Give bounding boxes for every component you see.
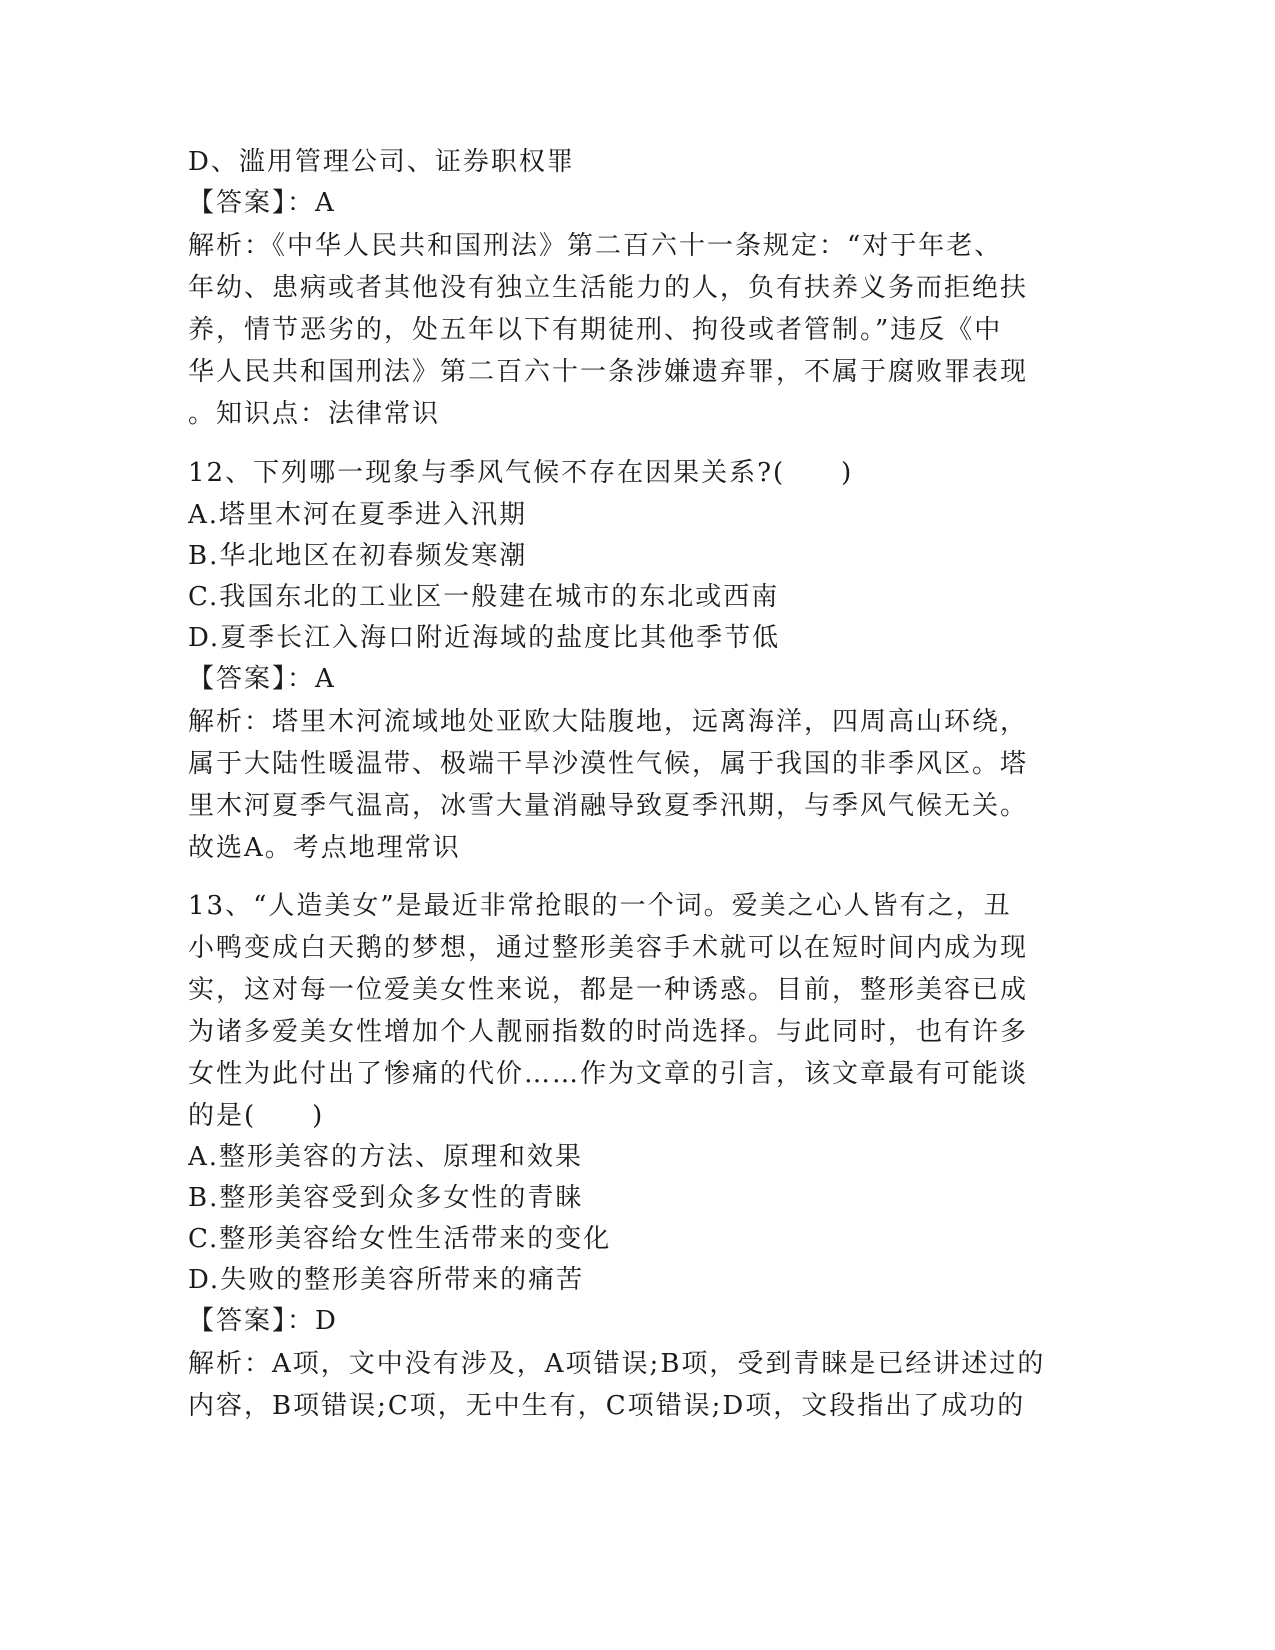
question-12-option-a: A.塔里木河在夏季进入汛期 (188, 500, 528, 530)
question-13-option-b: B.整形美容受到众多女性的青睐 (188, 1183, 584, 1213)
question-12-analysis-line: 解析：塔里木河流域地处亚欧大陆腹地，远离海洋，四周高山环绕， (188, 707, 1029, 737)
question-13-text-line: 小鸭变成白天鹅的梦想，通过整形美容手术就可以在短时间内成为现 (188, 933, 1029, 963)
question-13-analysis-line: 内容，B项错误;C项，无中生有，C项错误;D项，文段指出了成功的 (188, 1391, 1026, 1421)
question-13-text-line: 13、“人造美女”是最近非常抢眼的一个词。爱美之心人皆有之，丑 (188, 891, 1012, 921)
question-13-answer: 【答案】：D (188, 1306, 338, 1336)
question-13-text-line: 为诸多爱美女性增加个人靓丽指数的时尚选择。与此同时，也有许多 (188, 1017, 1029, 1047)
question-12-option-c: C.我国东北的工业区一般建在城市的东北或西南 (188, 582, 780, 612)
question-13-option-d: D.失败的整形美容所带来的痛苦 (188, 1265, 585, 1295)
question-13-option-c: C.整形美容给女性生活带来的变化 (188, 1224, 612, 1254)
analysis-line: 。知识点：法律常识 (188, 399, 441, 429)
question-13-text-line: 女性为此付出了惨痛的代价……作为文章的引言，该文章最有可能谈 (188, 1059, 1029, 1089)
question-12-option-b: B.华北地区在初春频发寒潮 (188, 541, 528, 571)
analysis-line: 年幼、患病或者其他没有独立生活能力的人，负有扶养义务而拒绝扶 (188, 273, 1029, 303)
question-12-answer: 【答案】：A (188, 664, 336, 694)
answer-label: 【答案】：A (188, 188, 336, 218)
question-13-analysis-line: 解析：A项，文中没有涉及，A项错误;B项，受到青睐是已经讲述过的 (188, 1349, 1046, 1379)
option-d: D、滥用管理公司、证券职权罪 (188, 147, 575, 177)
question-13-text-line: 实，这对每一位爱美女性来说，都是一种诱惑。目前，整形美容已成 (188, 975, 1029, 1005)
analysis-line: 养，情节恶劣的，处五年以下有期徒刑、拘役或者管制。”违反《中 (188, 315, 1003, 345)
question-13-option-a: A.整形美容的方法、原理和效果 (188, 1142, 584, 1172)
question-12-analysis-line: 里木河夏季气温高，冰雪大量消融导致夏季汛期，与季风气候无关。 (188, 791, 1029, 821)
question-12-analysis-line: 属于大陆性暖温带、极端干旱沙漠性气候，属于我国的非季风区。塔 (188, 749, 1029, 779)
question-12-text: 12、下列哪一现象与季风气候不存在因果关系?( ) (188, 458, 854, 488)
question-13-text-line: 的是( ) (188, 1101, 325, 1131)
analysis-line: 解析：《中华人民共和国刑法》第二百六十一条规定：“对于年老、 (188, 231, 1003, 261)
question-12-option-d: D.夏季长江入海口附近海域的盐度比其他季节低 (188, 623, 781, 653)
analysis-line: 华人民共和国刑法》第二百六十一条涉嫌遗弃罪，不属于腐败罪表现 (188, 357, 1029, 387)
question-12-analysis-line: 故选A。考点地理常识 (188, 833, 461, 863)
